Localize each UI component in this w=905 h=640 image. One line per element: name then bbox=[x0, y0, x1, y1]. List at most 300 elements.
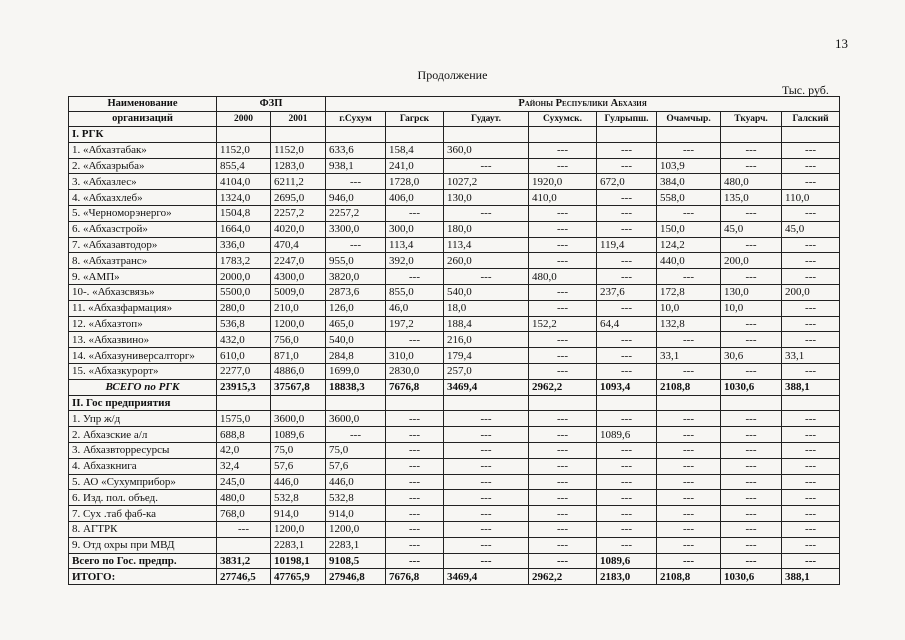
value-cell: 480,0 bbox=[529, 269, 597, 285]
value-cell: 2247,0 bbox=[271, 253, 326, 269]
value-cell: --- bbox=[386, 458, 444, 474]
value-cell: --- bbox=[721, 205, 782, 221]
value-cell: 756,0 bbox=[271, 332, 326, 348]
column-header-regions: Районы Республики Абхазия bbox=[326, 97, 840, 112]
value-cell: --- bbox=[529, 521, 597, 537]
org-name-cell: 15. «Абхазкурорт» bbox=[69, 363, 217, 379]
value-cell: 45,0 bbox=[782, 221, 840, 237]
org-name-cell: 7. «Абхазавтодор» bbox=[69, 237, 217, 253]
value-cell bbox=[271, 127, 326, 143]
value-cell: --- bbox=[721, 553, 782, 569]
value-cell: 2183,0 bbox=[597, 569, 657, 585]
value-cell: 197,2 bbox=[386, 316, 444, 332]
value-cell: --- bbox=[782, 158, 840, 174]
table-row bbox=[69, 332, 840, 348]
value-cell: --- bbox=[657, 506, 721, 522]
value-cell: 2695,0 bbox=[271, 190, 326, 206]
continuation-label: Продолжение bbox=[417, 68, 488, 82]
value-cell: --- bbox=[529, 237, 597, 253]
value-cell: 18838,3 bbox=[326, 379, 386, 395]
value-cell: 360,0 bbox=[444, 142, 529, 158]
value-cell: --- bbox=[597, 363, 657, 379]
value-cell: 280,0 bbox=[217, 300, 271, 316]
value-cell: --- bbox=[444, 506, 529, 522]
value-cell: --- bbox=[444, 411, 529, 427]
value-cell: 855,4 bbox=[217, 158, 271, 174]
value-cell: 110,0 bbox=[782, 190, 840, 206]
value-cell: --- bbox=[597, 442, 657, 458]
org-name-cell: 8. АГТРК bbox=[69, 521, 217, 537]
value-cell: --- bbox=[782, 506, 840, 522]
value-cell: --- bbox=[529, 348, 597, 364]
value-cell: --- bbox=[444, 521, 529, 537]
value-cell: --- bbox=[721, 427, 782, 443]
value-cell: --- bbox=[782, 332, 840, 348]
table-row bbox=[69, 253, 840, 269]
value-cell: --- bbox=[597, 142, 657, 158]
value-cell: 1324,0 bbox=[217, 190, 271, 206]
value-cell: --- bbox=[782, 537, 840, 553]
value-cell: --- bbox=[721, 474, 782, 490]
value-cell: 4104,0 bbox=[217, 174, 271, 190]
value-cell: 158,4 bbox=[386, 142, 444, 158]
value-cell bbox=[271, 395, 326, 411]
value-cell: --- bbox=[386, 490, 444, 506]
table-row bbox=[69, 284, 840, 300]
value-cell: --- bbox=[444, 442, 529, 458]
value-cell: --- bbox=[386, 411, 444, 427]
value-cell bbox=[782, 395, 840, 411]
value-cell: 2108,8 bbox=[657, 379, 721, 395]
value-cell: 180,0 bbox=[444, 221, 529, 237]
table-row bbox=[69, 427, 840, 443]
column-header-district: Сухумск. bbox=[529, 112, 597, 127]
value-cell: 558,0 bbox=[657, 190, 721, 206]
org-name-cell: 2. «Абхазрыба» bbox=[69, 158, 217, 174]
org-name-cell: 6. Изд. пол. объед. bbox=[69, 490, 217, 506]
value-cell: --- bbox=[386, 442, 444, 458]
value-cell: --- bbox=[529, 506, 597, 522]
value-cell: 406,0 bbox=[386, 190, 444, 206]
value-cell: --- bbox=[657, 411, 721, 427]
value-cell: 1504,8 bbox=[217, 205, 271, 221]
value-cell: --- bbox=[657, 442, 721, 458]
table-row bbox=[69, 474, 840, 490]
org-name-cell: 5. «Черноморэнерго» bbox=[69, 205, 217, 221]
value-cell: 914,0 bbox=[271, 506, 326, 522]
value-cell: 610,0 bbox=[217, 348, 271, 364]
value-cell: --- bbox=[597, 332, 657, 348]
value-cell: 113,4 bbox=[444, 237, 529, 253]
value-cell: --- bbox=[386, 427, 444, 443]
org-name-cell: 10-. «Абхазсвязь» bbox=[69, 284, 217, 300]
value-cell: --- bbox=[782, 142, 840, 158]
value-cell: --- bbox=[657, 427, 721, 443]
value-cell: 532,8 bbox=[326, 490, 386, 506]
table-row bbox=[69, 205, 840, 221]
value-cell: 1575,0 bbox=[217, 411, 271, 427]
value-cell: 2962,2 bbox=[529, 379, 597, 395]
value-cell: 300,0 bbox=[386, 221, 444, 237]
value-cell bbox=[597, 395, 657, 411]
value-cell bbox=[386, 395, 444, 411]
value-cell: 64,4 bbox=[597, 316, 657, 332]
value-cell: --- bbox=[782, 553, 840, 569]
value-cell: 1920,0 bbox=[529, 174, 597, 190]
value-cell: 1200,0 bbox=[271, 316, 326, 332]
value-cell: --- bbox=[782, 174, 840, 190]
value-cell: 172,8 bbox=[657, 284, 721, 300]
value-cell: 914,0 bbox=[326, 506, 386, 522]
value-cell: --- bbox=[782, 300, 840, 316]
value-cell: 124,2 bbox=[657, 237, 721, 253]
value-cell: --- bbox=[529, 490, 597, 506]
value-cell: 1283,0 bbox=[271, 158, 326, 174]
value-cell: --- bbox=[444, 427, 529, 443]
value-cell: --- bbox=[529, 142, 597, 158]
org-name-cell: 1. Упр ж/д bbox=[69, 411, 217, 427]
table-row bbox=[69, 221, 840, 237]
value-cell: --- bbox=[782, 442, 840, 458]
value-cell: 7676,8 bbox=[386, 569, 444, 585]
value-cell: --- bbox=[597, 474, 657, 490]
value-cell: --- bbox=[529, 300, 597, 316]
table-row bbox=[69, 316, 840, 332]
value-cell: 688,8 bbox=[217, 427, 271, 443]
value-cell: 1089,6 bbox=[597, 427, 657, 443]
value-cell: --- bbox=[386, 553, 444, 569]
table-row bbox=[69, 237, 840, 253]
value-cell: --- bbox=[657, 553, 721, 569]
column-header-district: г.Сухум bbox=[326, 112, 386, 127]
org-name-cell: II. Гос предприятия bbox=[69, 395, 217, 411]
value-cell: 33,1 bbox=[657, 348, 721, 364]
value-cell: --- bbox=[529, 253, 597, 269]
value-cell: --- bbox=[782, 490, 840, 506]
value-cell: --- bbox=[657, 458, 721, 474]
table-row bbox=[69, 158, 840, 174]
value-cell: 432,0 bbox=[217, 332, 271, 348]
value-cell: 470,4 bbox=[271, 237, 326, 253]
value-cell: --- bbox=[529, 284, 597, 300]
value-cell: --- bbox=[444, 490, 529, 506]
value-cell: 946,0 bbox=[326, 190, 386, 206]
org-name-cell: 4. Абхазкнига bbox=[69, 458, 217, 474]
value-cell: 3831,2 bbox=[217, 553, 271, 569]
value-cell: 1027,2 bbox=[444, 174, 529, 190]
value-cell: --- bbox=[597, 205, 657, 221]
column-header-district: Гагрск bbox=[386, 112, 444, 127]
org-name-cell: ВСЕГО по РГК bbox=[69, 379, 217, 395]
value-cell: --- bbox=[529, 442, 597, 458]
value-cell: 260,0 bbox=[444, 253, 529, 269]
value-cell: 75,0 bbox=[326, 442, 386, 458]
value-cell: 1200,0 bbox=[326, 521, 386, 537]
org-name-cell: 3. Абхазвторресурсы bbox=[69, 442, 217, 458]
value-cell: --- bbox=[444, 269, 529, 285]
value-cell: --- bbox=[657, 490, 721, 506]
value-cell: 75,0 bbox=[271, 442, 326, 458]
value-cell: 955,0 bbox=[326, 253, 386, 269]
column-header-district: Гулрыпш. bbox=[597, 112, 657, 127]
value-cell bbox=[217, 395, 271, 411]
value-cell: --- bbox=[721, 537, 782, 553]
value-cell: 1089,6 bbox=[597, 553, 657, 569]
value-cell: 57,6 bbox=[326, 458, 386, 474]
value-cell: 1664,0 bbox=[217, 221, 271, 237]
value-cell: --- bbox=[721, 158, 782, 174]
value-cell: 3600,0 bbox=[271, 411, 326, 427]
value-cell: 2000,0 bbox=[217, 269, 271, 285]
column-header-district: Очамчыр. bbox=[657, 112, 721, 127]
value-cell: --- bbox=[597, 490, 657, 506]
value-cell: 532,8 bbox=[271, 490, 326, 506]
value-cell: 3300,0 bbox=[326, 221, 386, 237]
value-cell: 2257,2 bbox=[271, 205, 326, 221]
value-cell: 536,8 bbox=[217, 316, 271, 332]
value-cell: 336,0 bbox=[217, 237, 271, 253]
value-cell: --- bbox=[597, 521, 657, 537]
value-cell: 18,0 bbox=[444, 300, 529, 316]
value-cell: 113,4 bbox=[386, 237, 444, 253]
value-cell: --- bbox=[444, 205, 529, 221]
value-cell: 1783,2 bbox=[217, 253, 271, 269]
value-cell: --- bbox=[386, 332, 444, 348]
value-cell: 3469,4 bbox=[444, 379, 529, 395]
value-cell: 37567,8 bbox=[271, 379, 326, 395]
value-cell: --- bbox=[782, 474, 840, 490]
table-row bbox=[69, 490, 840, 506]
value-cell: --- bbox=[597, 348, 657, 364]
value-cell: 135,0 bbox=[721, 190, 782, 206]
value-cell: --- bbox=[597, 537, 657, 553]
org-name-cell: 6. «Абхазстрой» bbox=[69, 221, 217, 237]
value-cell: --- bbox=[782, 269, 840, 285]
value-cell: --- bbox=[721, 442, 782, 458]
org-name-cell: 13. «Абхазвино» bbox=[69, 332, 217, 348]
value-cell bbox=[721, 395, 782, 411]
value-cell: 237,6 bbox=[597, 284, 657, 300]
value-cell: --- bbox=[721, 237, 782, 253]
value-cell: --- bbox=[721, 411, 782, 427]
value-cell: --- bbox=[721, 490, 782, 506]
value-cell: --- bbox=[597, 411, 657, 427]
value-cell: 7676,8 bbox=[386, 379, 444, 395]
org-name-cell: 14. «Абхазуниверсалторг» bbox=[69, 348, 217, 364]
column-header-district: Галский bbox=[782, 112, 840, 127]
value-cell: --- bbox=[657, 521, 721, 537]
value-cell: --- bbox=[444, 458, 529, 474]
value-cell: 2108,8 bbox=[657, 569, 721, 585]
value-cell: 672,0 bbox=[597, 174, 657, 190]
value-cell: 1699,0 bbox=[326, 363, 386, 379]
value-cell: 42,0 bbox=[217, 442, 271, 458]
value-cell: --- bbox=[657, 269, 721, 285]
value-cell: 3469,4 bbox=[444, 569, 529, 585]
value-cell: --- bbox=[782, 411, 840, 427]
value-cell: --- bbox=[444, 158, 529, 174]
value-cell: --- bbox=[721, 332, 782, 348]
table-row bbox=[69, 174, 840, 190]
value-cell: 2283,1 bbox=[271, 537, 326, 553]
table-row bbox=[69, 142, 840, 158]
value-cell: --- bbox=[386, 269, 444, 285]
org-name-cell: 3. «Абхазлес» bbox=[69, 174, 217, 190]
column-header-fzp: ФЗП bbox=[217, 97, 326, 112]
value-cell: 388,1 bbox=[782, 569, 840, 585]
value-cell: 2830,0 bbox=[386, 363, 444, 379]
value-cell bbox=[217, 127, 271, 143]
value-cell: 2873,6 bbox=[326, 284, 386, 300]
value-cell: 384,0 bbox=[657, 174, 721, 190]
value-cell: 10,0 bbox=[657, 300, 721, 316]
value-cell: 257,0 bbox=[444, 363, 529, 379]
value-cell: --- bbox=[721, 269, 782, 285]
value-cell: 30,6 bbox=[721, 348, 782, 364]
value-cell: 27746,5 bbox=[217, 569, 271, 585]
value-cell: --- bbox=[386, 506, 444, 522]
value-cell: --- bbox=[597, 190, 657, 206]
value-cell: --- bbox=[657, 332, 721, 348]
value-cell: --- bbox=[444, 474, 529, 490]
value-cell: 152,2 bbox=[529, 316, 597, 332]
table-row bbox=[69, 506, 840, 522]
value-cell: 1152,0 bbox=[271, 142, 326, 158]
value-cell: 540,0 bbox=[444, 284, 529, 300]
value-cell bbox=[217, 537, 271, 553]
value-cell bbox=[529, 127, 597, 143]
value-cell: 241,0 bbox=[386, 158, 444, 174]
org-name-cell: 2. Абхазские а/л bbox=[69, 427, 217, 443]
value-cell: --- bbox=[782, 253, 840, 269]
section-row bbox=[69, 395, 840, 411]
table-row bbox=[69, 411, 840, 427]
value-cell: --- bbox=[386, 537, 444, 553]
org-name-cell: 4. «Абхазхлеб» bbox=[69, 190, 217, 206]
value-cell: 446,0 bbox=[271, 474, 326, 490]
value-cell: 938,1 bbox=[326, 158, 386, 174]
column-header-year: 2000 bbox=[217, 112, 271, 127]
value-cell bbox=[326, 395, 386, 411]
value-cell: 10198,1 bbox=[271, 553, 326, 569]
value-cell bbox=[657, 127, 721, 143]
value-cell: --- bbox=[721, 506, 782, 522]
value-cell: 480,0 bbox=[721, 174, 782, 190]
value-cell: --- bbox=[657, 205, 721, 221]
value-cell: 310,0 bbox=[386, 348, 444, 364]
table-row bbox=[69, 269, 840, 285]
value-cell: --- bbox=[782, 521, 840, 537]
column-header-district: Ткуарч. bbox=[721, 112, 782, 127]
value-cell: 1089,6 bbox=[271, 427, 326, 443]
total-row bbox=[69, 569, 840, 585]
value-cell bbox=[386, 127, 444, 143]
value-cell bbox=[529, 395, 597, 411]
table-row bbox=[69, 442, 840, 458]
value-cell: 5009,0 bbox=[271, 284, 326, 300]
value-cell: --- bbox=[529, 411, 597, 427]
table-row bbox=[69, 537, 840, 553]
value-cell: --- bbox=[721, 142, 782, 158]
value-cell: 5500,0 bbox=[217, 284, 271, 300]
value-cell: --- bbox=[217, 521, 271, 537]
org-name-cell: 8. «Абхазтранс» bbox=[69, 253, 217, 269]
column-header-year: 2001 bbox=[271, 112, 326, 127]
value-cell: 540,0 bbox=[326, 332, 386, 348]
value-cell: 446,0 bbox=[326, 474, 386, 490]
value-cell bbox=[657, 395, 721, 411]
value-cell: --- bbox=[657, 537, 721, 553]
value-cell: --- bbox=[326, 174, 386, 190]
value-cell: 410,0 bbox=[529, 190, 597, 206]
value-cell bbox=[597, 127, 657, 143]
value-cell: 126,0 bbox=[326, 300, 386, 316]
value-cell: 465,0 bbox=[326, 316, 386, 332]
total-row bbox=[69, 553, 840, 569]
value-cell: 1200,0 bbox=[271, 521, 326, 537]
value-cell: 2277,0 bbox=[217, 363, 271, 379]
value-cell: --- bbox=[782, 316, 840, 332]
value-cell: 633,6 bbox=[326, 142, 386, 158]
value-cell: 9108,5 bbox=[326, 553, 386, 569]
value-cell: 440,0 bbox=[657, 253, 721, 269]
value-cell: --- bbox=[529, 474, 597, 490]
value-cell bbox=[782, 127, 840, 143]
value-cell: --- bbox=[444, 537, 529, 553]
value-cell: 392,0 bbox=[386, 253, 444, 269]
value-cell: 103,9 bbox=[657, 158, 721, 174]
value-cell: --- bbox=[597, 506, 657, 522]
value-cell: --- bbox=[529, 221, 597, 237]
total-row bbox=[69, 379, 840, 395]
value-cell: 47765,9 bbox=[271, 569, 326, 585]
org-name-cell: Всего по Гос. предпр. bbox=[69, 553, 217, 569]
value-cell: 1093,4 bbox=[597, 379, 657, 395]
units-label: Тыс. руб. bbox=[782, 83, 829, 97]
table-row bbox=[69, 190, 840, 206]
value-cell: 130,0 bbox=[721, 284, 782, 300]
org-name-cell: 12. «Абхазтоп» bbox=[69, 316, 217, 332]
value-cell: --- bbox=[326, 237, 386, 253]
value-cell: --- bbox=[529, 458, 597, 474]
column-header-org-2: организаций bbox=[69, 112, 217, 127]
value-cell: --- bbox=[386, 521, 444, 537]
value-cell: 33,1 bbox=[782, 348, 840, 364]
value-cell: --- bbox=[529, 205, 597, 221]
table-row bbox=[69, 363, 840, 379]
value-cell: --- bbox=[529, 158, 597, 174]
value-cell: 216,0 bbox=[444, 332, 529, 348]
org-name-cell: 7. Сух .таб фаб-ка bbox=[69, 506, 217, 522]
value-cell: --- bbox=[782, 237, 840, 253]
value-cell: --- bbox=[721, 521, 782, 537]
value-cell: 480,0 bbox=[217, 490, 271, 506]
value-cell: 27946,8 bbox=[326, 569, 386, 585]
value-cell: 2962,2 bbox=[529, 569, 597, 585]
value-cell: 132,8 bbox=[657, 316, 721, 332]
value-cell: --- bbox=[386, 205, 444, 221]
value-cell: --- bbox=[597, 253, 657, 269]
value-cell: 23915,3 bbox=[217, 379, 271, 395]
value-cell: 855,0 bbox=[386, 284, 444, 300]
table-row bbox=[69, 348, 840, 364]
value-cell: --- bbox=[657, 142, 721, 158]
value-cell: 768,0 bbox=[217, 506, 271, 522]
value-cell: --- bbox=[657, 363, 721, 379]
value-cell: 200,0 bbox=[721, 253, 782, 269]
org-name-cell: 11. «Абхазфармация» bbox=[69, 300, 217, 316]
org-name-cell: ИТОГО: bbox=[69, 569, 217, 585]
